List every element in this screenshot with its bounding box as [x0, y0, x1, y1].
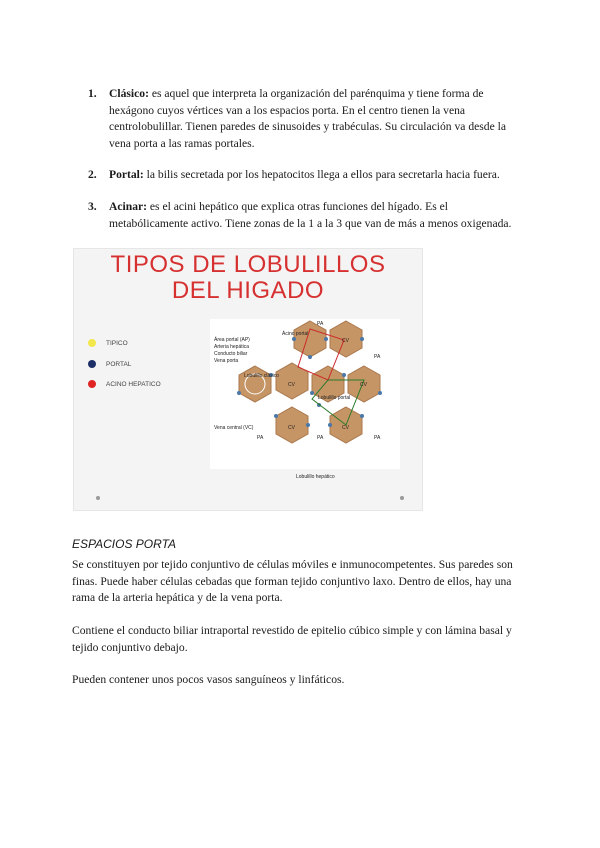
- list-text: [109, 86, 528, 152]
- label-vena-central: Vena central (VC): [214, 425, 254, 431]
- label-cv: CV: [288, 382, 295, 388]
- list-number: 3.: [88, 199, 97, 213]
- paragraph: Se constituyen por tejido conjuntivo de células móviles e inmunocompetentes. Sus paredes son finas. Puede haber células cebadas que forman tejido conjuntivo laxo. Dentro de ellos, hay una rama de la arteria hepática y de la vena porta.: [72, 558, 513, 605]
- legend-label: PORTAL: [106, 360, 132, 368]
- label-cv: CV: [342, 338, 349, 344]
- label-acino: Ácino portal: [282, 331, 309, 337]
- slide-title-line1: TIPOS DE LOBULILLOS: [110, 251, 386, 278]
- label-cv: CV: [288, 425, 295, 431]
- label-pa: PA: [374, 435, 381, 441]
- list-desc: la bilis secretada por los hepatocitos llega a ellos para secretarla hacia fuera.: [143, 168, 500, 182]
- label-pa: PA: [317, 435, 324, 441]
- legend-label: TIPICO: [106, 339, 128, 347]
- list-item: [88, 199, 528, 232]
- label-vena-porta: Vena porta: [214, 358, 239, 364]
- label-pa: PA: [257, 435, 264, 441]
- label-lobulillo-hepatico: Lobulillo hepático: [296, 474, 335, 480]
- label-arteria: Arteria hepática: [214, 344, 250, 350]
- lobule-type-list: [88, 86, 528, 247]
- label-pa: PA: [374, 354, 381, 360]
- slide-dot: [400, 496, 404, 500]
- paragraph: Contiene el conducto biliar intraportal revestido de epitelio cúbico simple y con lámina basal y tejido conjuntivo debajo.: [72, 624, 512, 654]
- label-pa: PA: [317, 321, 324, 327]
- section-heading: ESPACIOS PORTA: [72, 537, 177, 551]
- list-desc: es el acini hepático que explica otras funciones del hígado. Es el metabólicamente activo. Tiene zonas de la 1 a la 3 que van de más a menos oxigenada.: [109, 199, 512, 230]
- lobule-diagram: [74, 249, 424, 512]
- liver-lobule-slide: [73, 248, 423, 511]
- list-text: [109, 199, 528, 232]
- list-term: Portal:: [109, 168, 144, 182]
- label-cv: CV: [342, 425, 349, 431]
- label-lobulillo-clasico: Lobulillo clásico: [244, 373, 280, 379]
- label-area-portal: Área portal (AP): [214, 337, 250, 343]
- list-number: 1.: [88, 87, 97, 100]
- paragraph: Pueden contener unos pocos vasos sanguíneos y linfáticos.: [72, 673, 345, 686]
- legend-label: ACINO HEPATICO: [106, 380, 161, 388]
- list-number: 2.: [88, 168, 97, 182]
- label-conducto: Conducto biliar: [214, 351, 248, 357]
- list-term: Acinar:: [109, 199, 147, 213]
- slide-title-line2: DEL HIGADO: [171, 277, 325, 304]
- slide-dot: [96, 496, 100, 500]
- list-term: Clásico:: [109, 87, 149, 100]
- list-item: [88, 167, 528, 184]
- label-cv: CV: [360, 382, 367, 388]
- list-desc: es aquel que interpreta la organización del parénquima y tiene forma de hexágono cuyos vértices van a los espacios porta. En el centro tienen la vena centrolobulillar. Tienen paredes de sinusoides y trabéculas. Su circulación va desde la vena porta a las ramas portales.: [109, 87, 506, 150]
- list-text: [109, 167, 500, 184]
- list-item: [88, 86, 528, 152]
- label-lobulillo-portal: Lobulillo portal: [318, 395, 351, 401]
